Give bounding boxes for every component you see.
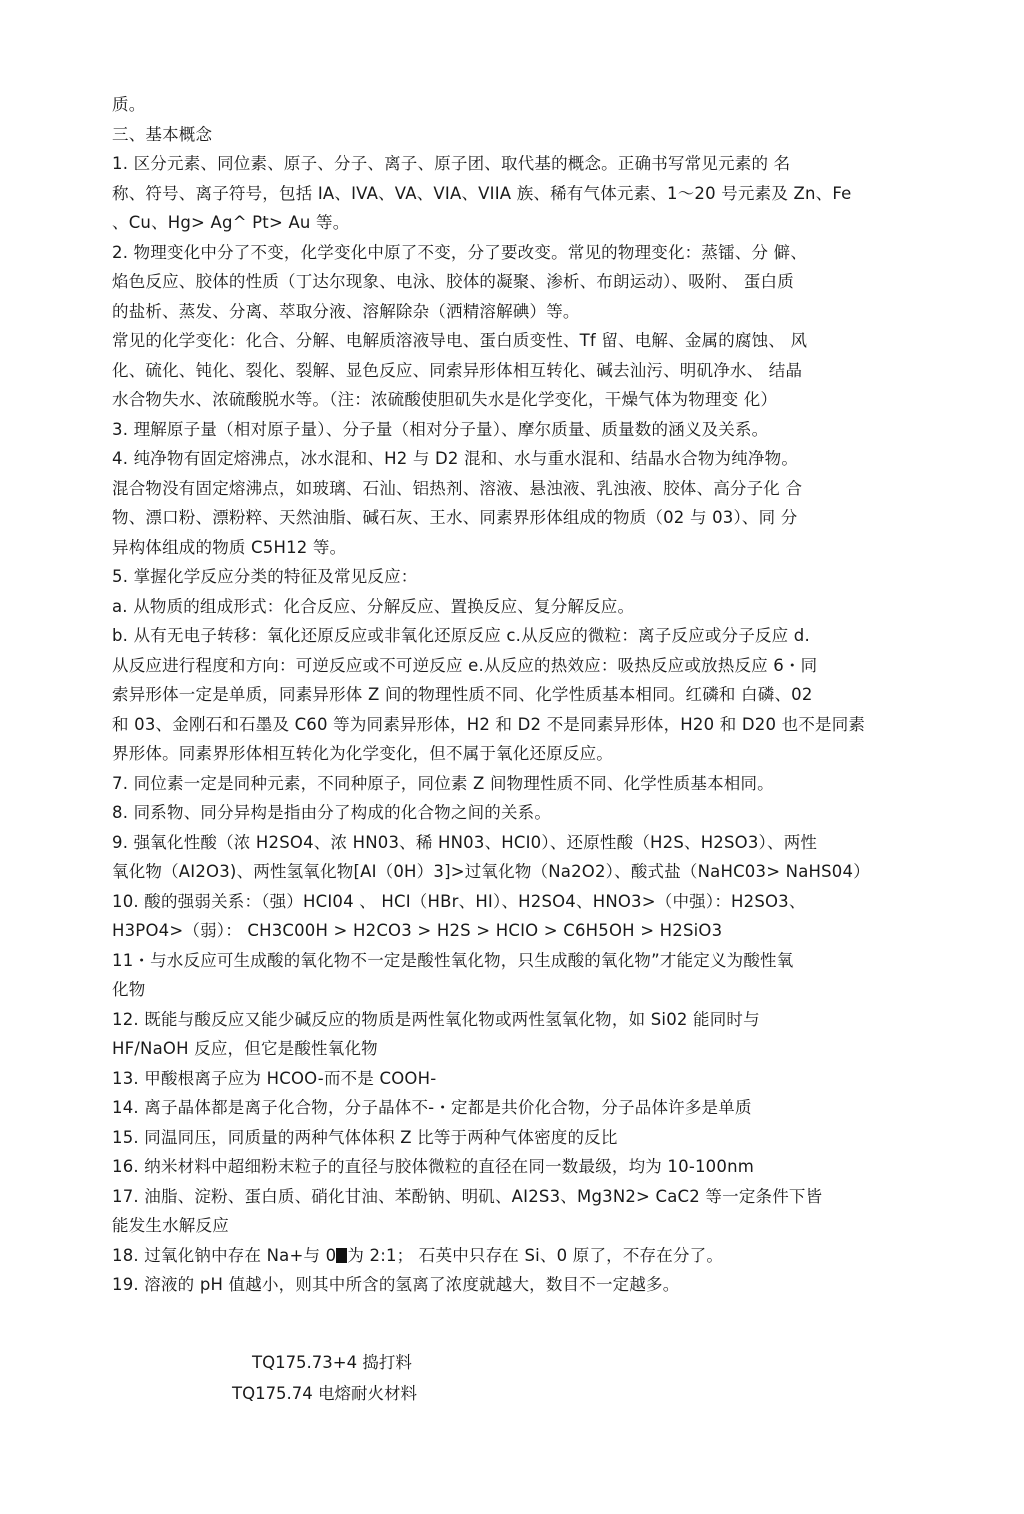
text-line: 16. 纳米材料中超细粉末粒子的直径与胶体微粒的直径在同一数最级，均为 10-100nm <box>112 1157 755 1176</box>
line18-text-start: 18. 过氧化钠中存在 Na+与 0 <box>112 1245 337 1265</box>
text-line: a. 从物质的组成形式：化合反应、分解反应、置换反应、复分解反应。 <box>112 596 635 616</box>
text-line: 质。 <box>112 95 146 114</box>
text-line: 焰色反应、胶体的性质（丁达尔现象、电泳、胶体的凝聚、渗析、布朗运动）、吸附、 蛋白质 <box>112 272 794 291</box>
text-line: 12. 既能与酸反应又能少碱反应的物质是两性氧化物或两性氢氧化物，如 Si02 能同时与 <box>112 1009 760 1029</box>
text-line: 和 03、金刚石和石墨及 C60 等为同素异形体，H2 和 D2 不是同素异形体，H20 和 D20 也不是同素 <box>112 714 866 734</box>
text-line: 异构体组成的物质 C5H12 等。 <box>112 537 347 557</box>
document-body <box>112 90 912 1300</box>
redaction-block <box>336 1248 347 1263</box>
text-line: 11・与水反应可生成酸的氧化物不一定是酸性氧化物，只生成酸的氧化物”才能定义为酸性氧 <box>112 950 794 970</box>
text-line: 称、符号、离子符号，包括 IA、IVA、VA、VIA、VIIA 族、稀有气体元素、1～20 号元素及 Zn、Fe <box>112 183 852 203</box>
text-line: 索异形体一定是单质，同素异形体 Z 间的物理性质不同、化学性质基本相同。红磷和 白磷、02 <box>112 685 813 704</box>
text-line: b. 从有无电子转移：氧化还原反应或非氧化还原反应 c.从反应的微粒：离子反应或分子反应 d. <box>112 626 810 645</box>
text-line: 能发生水解反应 <box>112 1216 229 1235</box>
text-line: 从反应进行程度和方向：可逆反应或不可逆反应 e.从反应的热效应：吸热反应或放热反应 6・同 <box>112 655 818 675</box>
text-line: 物、漂口粉、漂粉粹、天然油脂、碱石灰、王水、同素界形体组成的物质（02 与 03）、同 分 <box>112 508 798 527</box>
text-line: 1. 区分元素、同位素、原子、分子、离子、原子团、取代基的概念。正确书写常见元素的 名 <box>112 154 791 173</box>
text-line: 19. 溶液的 pH 值越小，则其中所含的氢离了浓度就越大，数目不一定越多。 <box>112 1275 680 1294</box>
line18-text-end: 为 2:1； 石英中只存在 Si、0 原了，不存在分了。 <box>347 1245 724 1265</box>
text-line: 13. 甲酸根离子应为 HCOO-而不是 COOH- <box>112 1068 437 1088</box>
text-line: 化、硫化、钝化、裂化、裂解、显色反应、同索异形体相互转化、碱去汕污、明矶净水、 结晶 <box>112 360 803 380</box>
text-line: 水合物失水、浓硫酸脱水等。（注：浓硫酸使胆矶失水是化学变化，干燥气体为物理变 化） <box>112 390 778 409</box>
text-line: 3. 理解原子量（相对原子量）、分子量（相对分子量）、摩尔质量、质量数的涵义及关系。 <box>112 419 769 439</box>
text-line: 17. 油脂、淀粉、蛋白质、硝化甘油、苯酚钠、明矶、AI2S3、Mg3N2> CaC2 等一定条件下皆 <box>112 1186 823 1206</box>
text-line: 2. 物理变化中分了不变，化学变化中原了不变，分了要改变。常见的物理变化：蒸镭、分 僻、 <box>112 242 808 262</box>
text-line: 15. 同温同压，同质量的两种气体体积 Z 比等于两种气体密度的反比 <box>112 1127 618 1147</box>
text-line: 氧化物（AI2O3)、两性氢氧化物[AI（0H）3]>过氧化物（Na2O2）、酸式盐（NaHC03> NaHS04） <box>112 862 870 881</box>
text-line: 8. 同系物、同分异构是指由分了构成的化合物之间的关系。 <box>112 803 552 822</box>
text-line: 10. 酸的强弱关系：（强）HCI04 、 HCI（HBr、HI）、H2SO4、HNO3>（中强）：H2SO3、 <box>112 891 806 911</box>
text-line: 7. 同位素一定是同种元素，不同种原子，同位素 Z 间物理性质不同、化学性质基本相同。 <box>112 773 774 793</box>
text-line: 混合物没有固定熔沸点，如玻璃、石汕、铝热剂、溶液、悬浊液、乳浊液、胶体、高分子化 合 <box>112 478 803 498</box>
section-heading: 三、基本概念 <box>112 124 213 144</box>
text-line: HF/NaOH 反应，但它是酸性氧化物 <box>112 1039 378 1058</box>
text-line: 界形体。同素界形体相互转化为化学变化，但不属于氧化还原反应。 <box>112 744 613 763</box>
text-line: 14. 离子晶体都是离子化合物，分子晶体不-・定都是共价化合物，分子品体许多是单质 <box>112 1098 752 1117</box>
text-line: H3PO4>（弱）： CH3C00H > H2CO3 > H2S > HCIO > C6H5OH > H2SiO3 <box>112 921 723 940</box>
text-line: 9. 强氧化性酸（浓 H2SO4、浓 HN03、稀 HN03、HCI0）、还原性酸（H2S、H2SO3）、两性 <box>112 832 818 852</box>
text-line-18 <box>112 1241 912 1271</box>
text-line: 化物 <box>112 980 146 999</box>
text-line: 常见的化学变化：化合、分解、电解质溶液导电、蛋白质变性、Tf 留、电解、金属的腐蚀、 风 <box>112 331 808 350</box>
text-line: 5. 掌握化学反应分类的特征及常见反应： <box>112 567 418 586</box>
text-line: 、Cu、Hg> Ag^ Pt> Au 等。 <box>112 213 350 232</box>
footer-code-2: TQ175.74 电熔耐火材料 <box>232 1384 418 1403</box>
footer-code-1: TQ175.73+4 捣打料 <box>252 1353 412 1372</box>
text-line: 的盐析、蒸发、分离、萃取分液、溶解除杂（洒精溶解碘）等。 <box>112 301 580 321</box>
text-line: 4. 纯净物有固定熔沸点，冰水混和、H2 与 D2 混和、水与重水混和、结晶水合物为纯净物。 <box>112 449 799 468</box>
